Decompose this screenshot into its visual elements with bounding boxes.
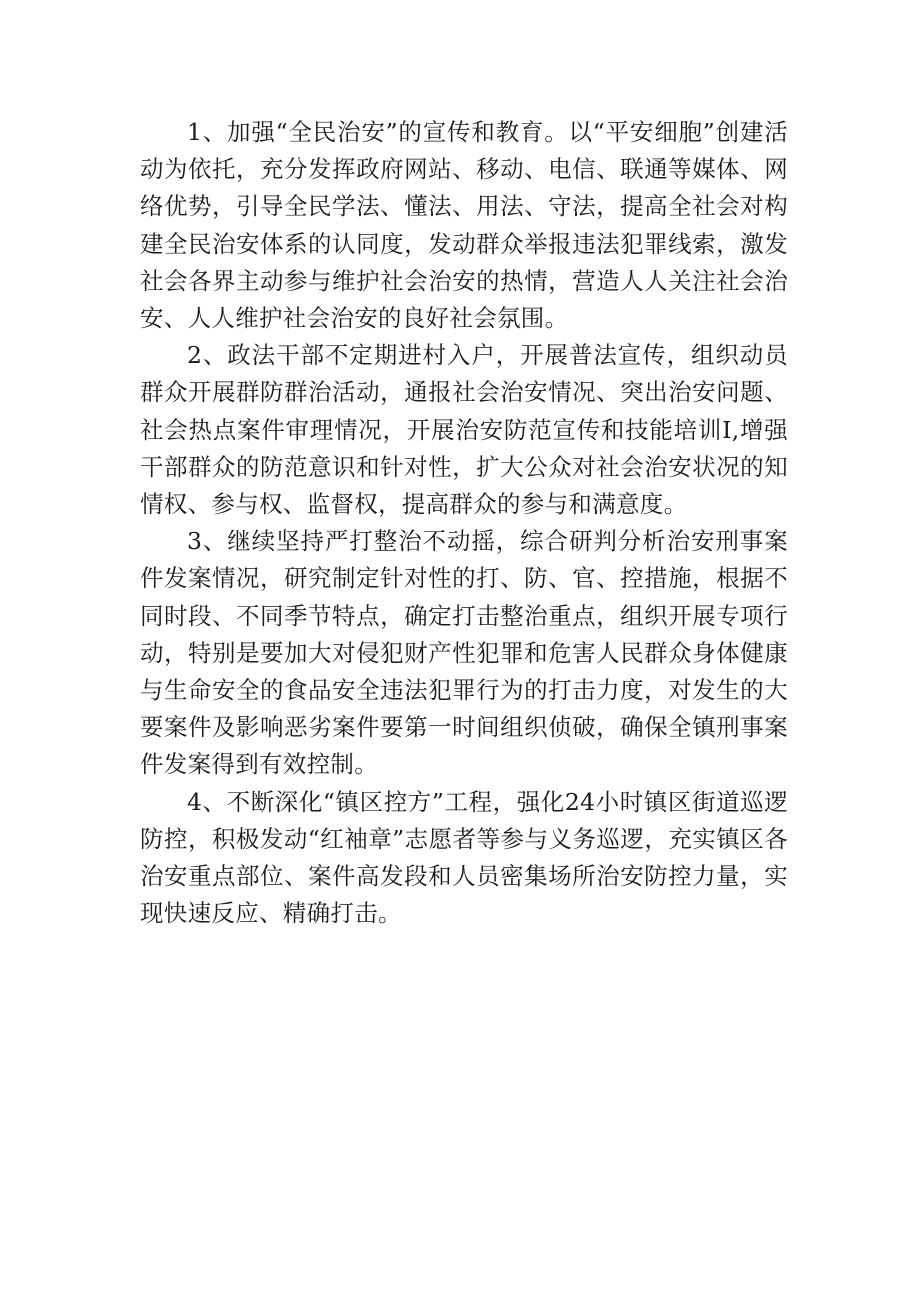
paragraph-1: 1、加强“全民治安”的宣传和教育。以“平安细胞”创建活动为依托，充分发挥政府网站、移动、电信、联通等媒体、网络优势，引导全民学法、懂法、用法、守法，提高全社会对构建全民治安体系的认同度，发动群众举报违法犯罪线索，激发社会各界主动参与维护社会治安的热情，营造人人关注社会治安、人人维护社会治安的良好社会氛围。 [140, 118, 788, 333]
document-body [140, 114, 788, 932]
paragraph-3: 3、继续坚持严打整治不动摇，综合研判分析治安刑事案件发案情况，研究制定针对性的打、防、官、控措施，根据不同时段、不同季节特点，确定打击整治重点，组织开展专项行动，特别是要加大对侵犯财产性犯罪和危害人民群众身体健康与生命安全的食品安全违法犯罪行为的打击力度，对发生的大要案件及影响恶劣案件要第一时间组织侦破，确保全镇刑事案件发案得到有效控制。 [140, 527, 788, 779]
paragraph-2: 2、政法干部不定期进村入户，开展普法宣传，组织动员群众开展群防群治活动，通报社会治安情况、突出治安问题、社会热点案件审理情况，开展治安防范宣传和技能培训I,增强干部群众的防范意识和针对性，扩大公众对社会治安状况的知情权、参与权、监督权，提高群众的参与和满意度。 [140, 341, 788, 519]
paragraph-4: 4、不断深化“镇区控方”工程，强化24小时镇区街道巡逻防控，积极发动“红袖章”志愿者等参与义务巡逻，充实镇区各治安重点部位、案件高发段和人员密集场所治安防控力量，实现快速反应、精确打击。 [140, 787, 788, 928]
